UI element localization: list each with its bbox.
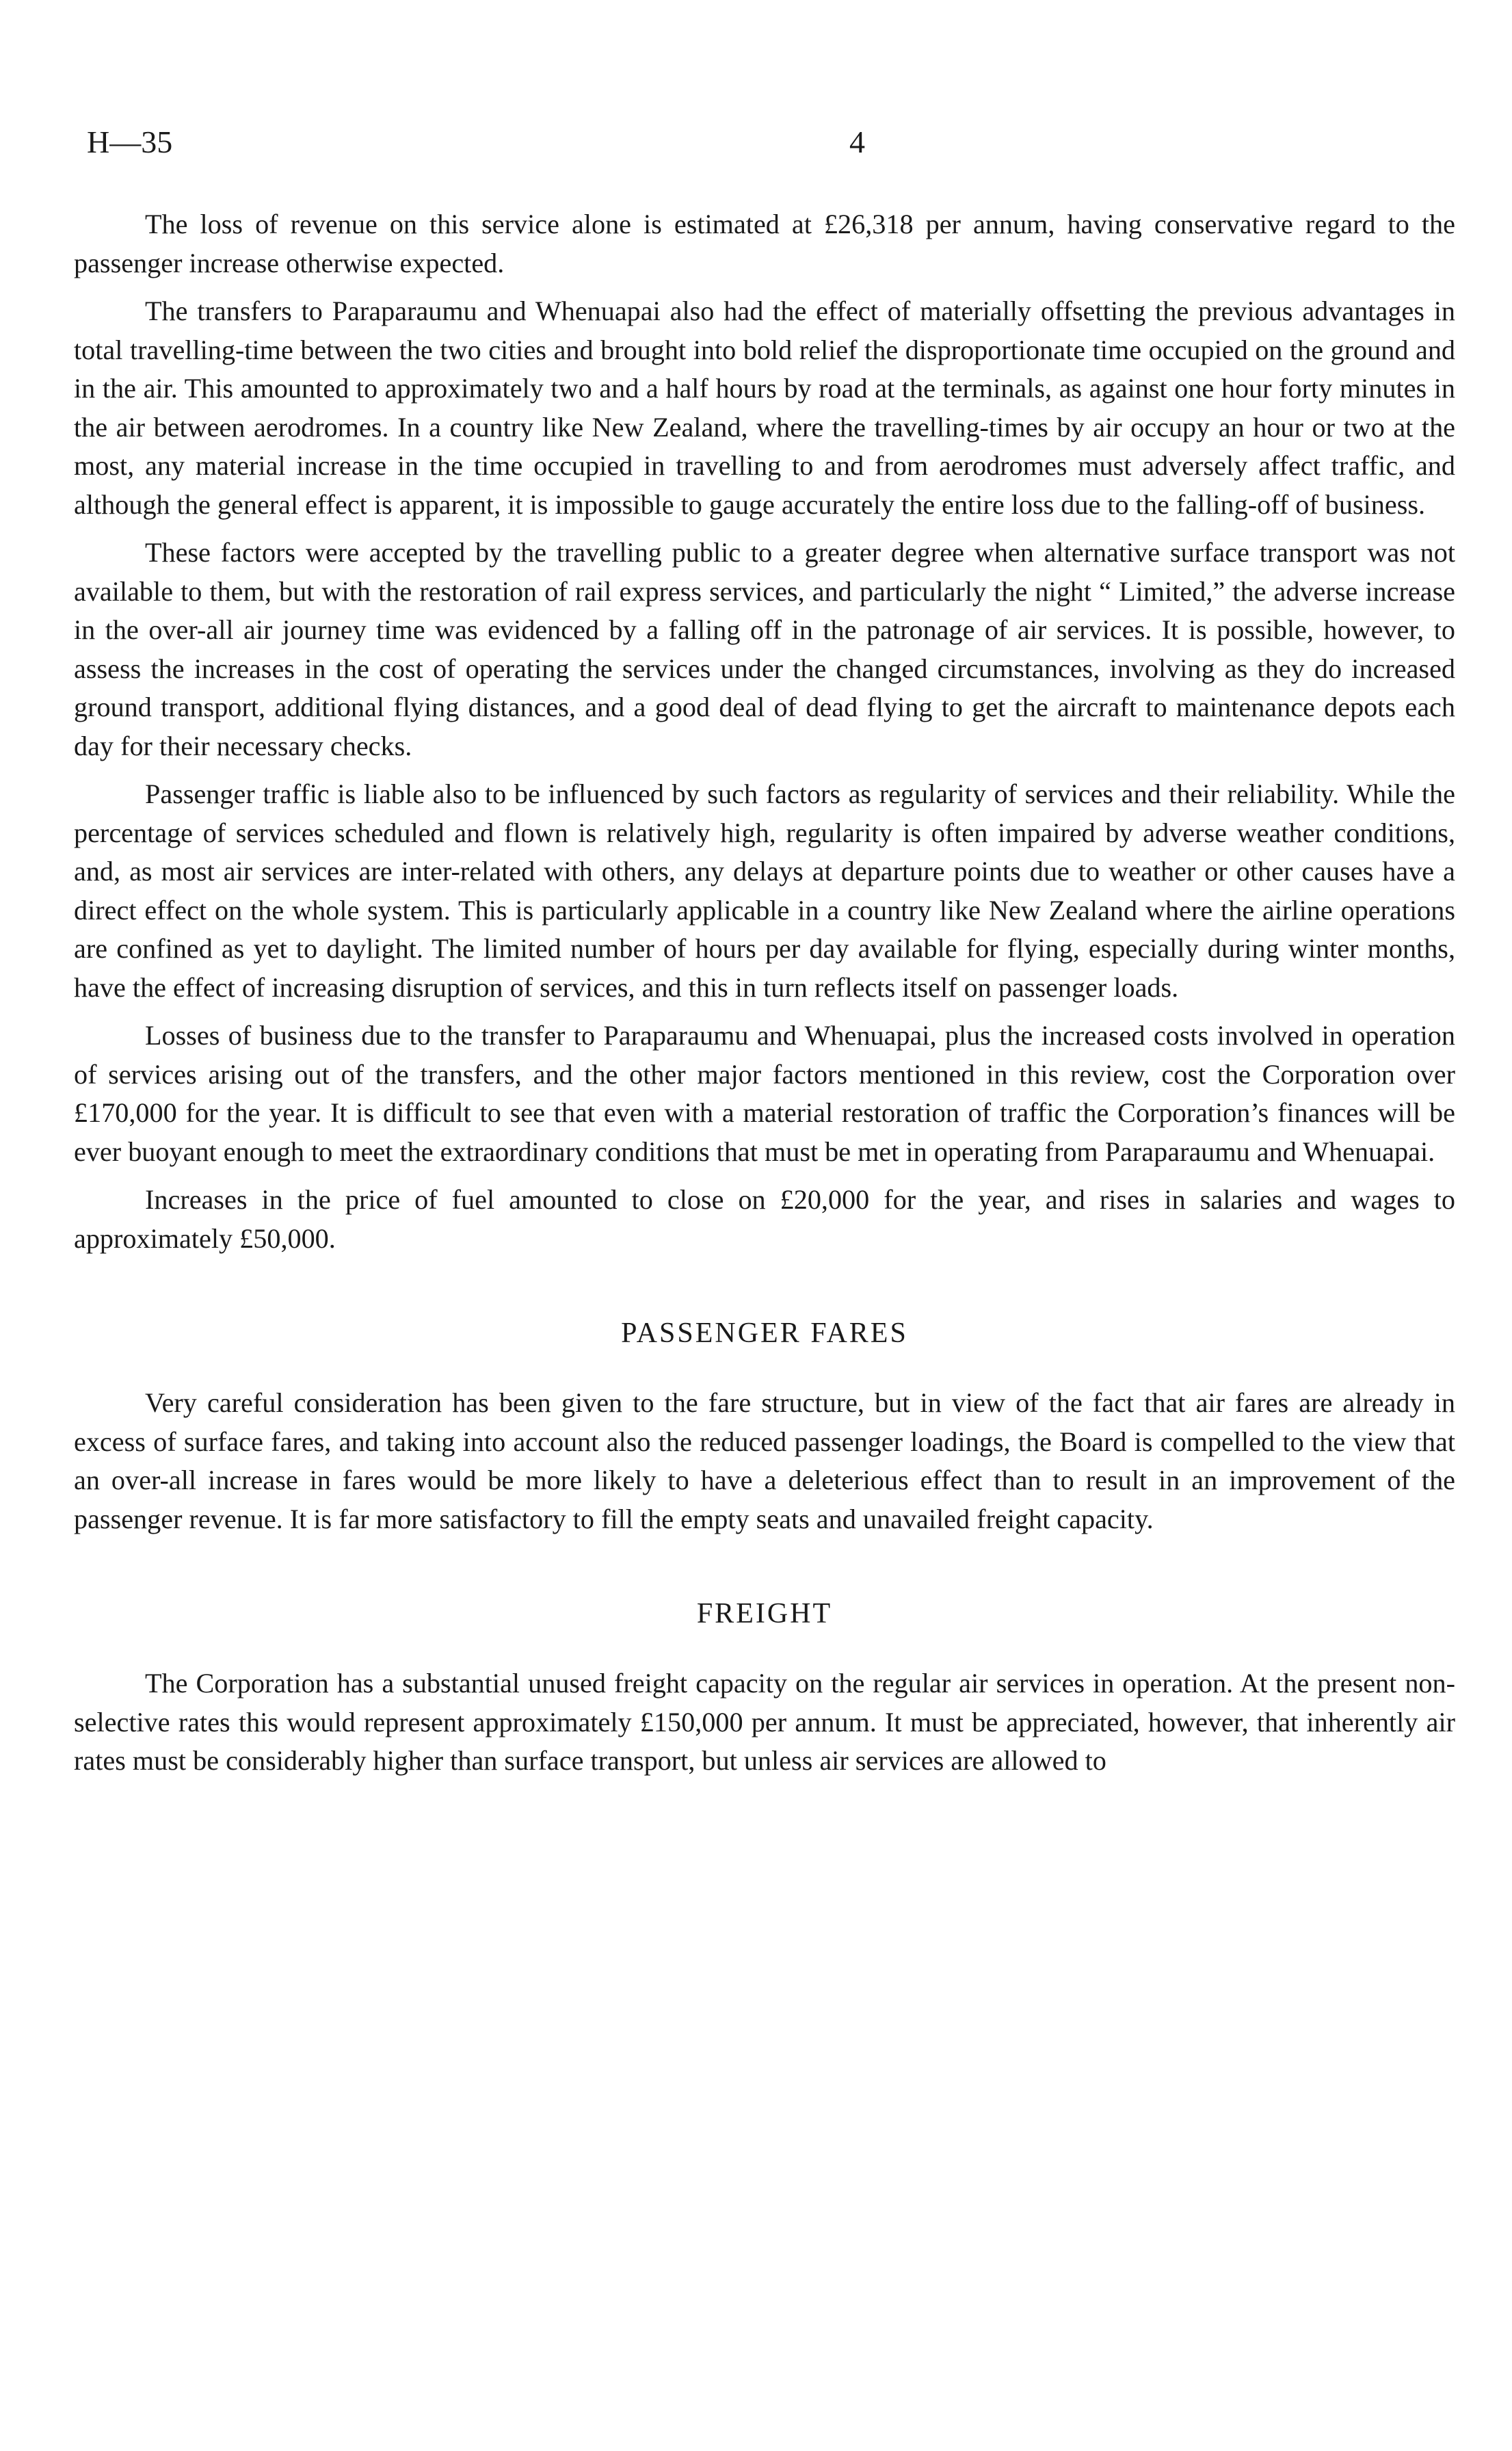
report-reference: H—35 <box>87 124 173 159</box>
paragraph-passenger-fares: Very careful consideration has been given to the fare structure, but in view of the fact that air fares are already in excess of surface fares, and taking into account also the reduced passenger loadings, the Board is compelled to the view that an over-all increase in fares would be more likely to have a deleterious effect than to result in an improvement of the passenger revenue. It is far more satisfactory to fill the empty seats and unavailed freight capacity. <box>74 1387 1455 1534</box>
paragraph-regularity: Passenger traffic is liable also to be influenced by such factors as regularity of services and their reliability. While the percentage of services scheduled and flown is relatively high, regularity is often impaired by adverse weather conditions, and, as most air services are inter-related with others, any delays at departure points due to weather or other causes have a direct effect on the whole system. This is particularly applicable in a country like New Zealand where the airline operations are confined as yet to daylight. The limited number of hours per day available for flying, especially during winter months, have the effect of increasing disruption of services, and this in turn reflects itself on passenger loads. <box>74 778 1455 1003</box>
paragraph-transfers: The transfers to Paraparaumu and Whenuapai also had the effect of materially offsetting the previous advantages in total travelling-time between the two cities and brought into bold relief the disproportionate time occupied on the ground and in the air. This amounted to approximately two and a half hours by road at the terminals, as against one hour forty minutes in the air between aerodromes. In a country like New Zealand, where the travelling-times by air occupy an hour or two at the most, any material increase in the time occupied in travelling to and from aerodromes must adversely affect traffic, and although the general effect is apparent, it is impossible to gauge accurately the entire loss due to the falling-off of business. <box>74 296 1455 520</box>
body-text <box>74 205 1455 1790</box>
page-number: 4 <box>849 124 865 159</box>
section-heading-freight: FREIGHT <box>696 1598 833 1629</box>
paragraph-freight: The Corporation has a substantial unused freight capacity on the regular air services in operation. At the present non-selective rates this would represent approximately £150,000 per annum. It must be appreciated, however, that inherently air rates must be considerably higher than surface transport, but unless air services are allowed to <box>74 1668 1455 1776</box>
paragraph-business-losses: Losses of business due to the transfer to Paraparaumu and Whenuapai, plus the increased costs involved in operation of services arising out of the transfers, and the other major factors mentioned in this review, cost the Corporation over £170,000 for the year. It is difficult to see that even with a material restoration of traffic the Corporation’s finances will be ever buoyant enough to meet the extraordinary conditions that must be met in operating from Paraparaumu and Whenuapai. <box>74 1020 1455 1167</box>
paragraph-revenue-loss: The loss of revenue on this service alone is estimated at £26,318 per annum, having conservative regard to the passenger increase otherwise expected. <box>74 209 1455 278</box>
paragraph-fuel-costs: Increases in the price of fuel amounted to close on £20,000 for the year, and rises in salaries and wages to approximately £50,000. <box>74 1184 1455 1254</box>
running-header <box>87 122 1455 163</box>
paragraph-factors: These factors were accepted by the travelling public to a greater degree when alternative surface transport was not available to them, but with the restoration of rail express services, and particularly the night “ Limited,” the adverse increase in the over-all air journey time was evidenced by a falling off in the patronage of air services. It is possible, however, to assess the increases in the cost of operating the services under the changed circumstances, involving as they do increased ground transport, additional flying distances, and a good deal of dead flying to get the aircraft to maintenance depots each day for their necessary checks. <box>74 537 1455 761</box>
section-heading-passenger-fares: PASSENGER FARES <box>621 1318 908 1349</box>
